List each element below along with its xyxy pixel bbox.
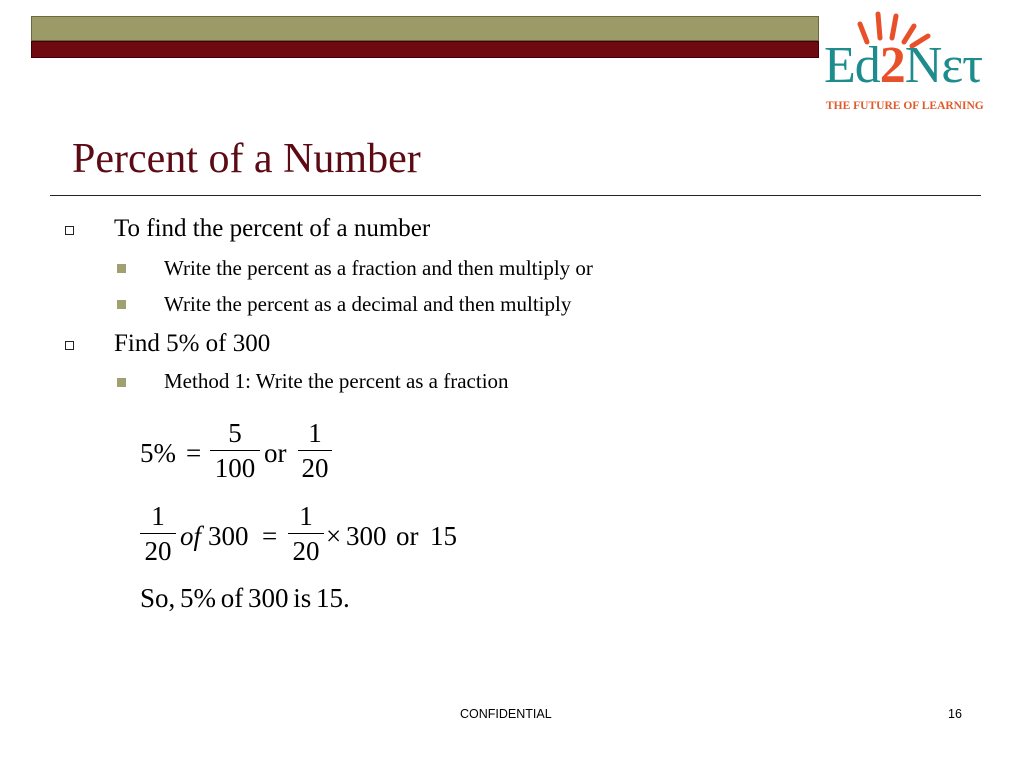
header-bar-maroon xyxy=(31,41,819,58)
logo-wordmark: Ed2Nετ xyxy=(824,37,983,94)
hollow-square-bullet-icon xyxy=(65,341,74,350)
ed2net-logo xyxy=(822,4,1012,116)
equation-3: So, 5% of 300 is 15. xyxy=(140,583,350,613)
square-bullet-icon xyxy=(117,264,126,273)
fraction: 1 20 xyxy=(288,501,324,566)
hollow-square-bullet-icon xyxy=(65,226,74,235)
square-bullet-icon xyxy=(117,378,126,387)
logo-tagline: THE FUTURE OF LEARNING xyxy=(826,100,984,112)
sub-bullet-item: Method 1: Write the percent as a fraction xyxy=(164,369,509,393)
sub-bullet-item: Write the percent as a decimal and then multiply xyxy=(164,292,572,316)
bullet-item: Find 5% of 300 xyxy=(114,330,271,357)
sub-bullet-item: Write the percent as a fraction and then multiply or xyxy=(164,256,593,280)
header-bars xyxy=(31,16,819,58)
square-bullet-icon xyxy=(117,300,126,309)
page-number: 16 xyxy=(948,707,962,721)
header-bar-olive xyxy=(31,16,819,41)
title-divider xyxy=(50,195,981,196)
footer-confidential: CONFIDENTIAL xyxy=(460,707,552,721)
fraction: 5 100 xyxy=(210,418,260,483)
bullet-item: To find the percent of a number xyxy=(114,215,431,242)
slide-title: Percent of a Number xyxy=(72,136,421,182)
fraction: 1 20 xyxy=(298,418,332,483)
fraction: 1 20 xyxy=(140,501,176,566)
